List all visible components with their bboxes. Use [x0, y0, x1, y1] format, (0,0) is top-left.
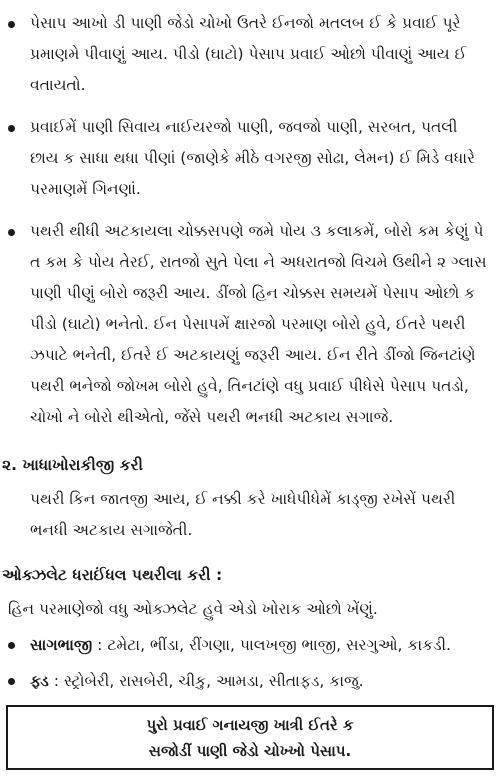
text-line: વતાયતો. — [30, 76, 86, 94]
vegetables-content — [30, 630, 451, 661]
bullet-text — [30, 216, 494, 433]
text-line: પાણી પીણું બોરો જરૂરી આય. ડીંજો હિન ચોક્કસ સમયમેં પેસાપ ઓછો ક — [30, 284, 476, 302]
text-line: પ્રમાણમે પીવાણું આય. પીડો (ઘાટો) પેસાપ પ્રવાઈ ઓછો પીવાણું આય ઈ — [30, 45, 467, 63]
oxalate-text: હિન પરમાણેજો વધુ ઓક્ઝલેટ હુવે એડો ખોરાક ઓછો ખેંણું. — [8, 600, 378, 618]
fruits-content — [30, 666, 364, 697]
callout-line: પુરો પ્રવાઈ ગનાયજી ખાત્રી ઈતરે ક — [146, 716, 354, 734]
text-line: ઝપાટે ભનેતી, ઈતરે ઈ અટકાયણું જરૂરી આય. ઈન રીતે ડીંજો જિનટાંણે — [30, 346, 476, 364]
fruits-label: ફ્ડ — [30, 672, 49, 690]
vegetables-list: : ટમેટા, ભીંડા, રીંગણા, પાલખજી ભાજી, સરગુઓ, કાકડી. — [92, 636, 451, 654]
text-line: છાય ક સાધા થધા પીણાં (જાણેકે મીઠે વગરજી સોઢા, લેમન) ઈ મિડે વધારે — [30, 149, 476, 167]
text-line: ભનધી અટકાય સગાજેતી. — [30, 521, 193, 539]
callout-line: સજોડીં પાણી જેડો ચોખ્ખો પેસાપ. — [148, 742, 352, 760]
text-line: ચોખો ને બોરો થીએતો, જેંસે પથરી ભનધી અટકાય સગાજે. — [30, 408, 394, 426]
bullet-dot-icon — [8, 125, 15, 132]
bullet-text — [30, 112, 494, 205]
bullet-dot-icon — [8, 21, 15, 28]
text-line: પરમાણમેં ગિનણાં. — [30, 180, 141, 198]
bullet-dot-icon — [8, 642, 15, 649]
vegetables-label: સાગભાજી — [30, 636, 93, 654]
text-line: પથરી ભનેજો જોખમ બોરો હુવે, તિનટાંણે વધુ પ્રવાઈ પીધેસે પેસાપ પતડો, — [30, 377, 469, 395]
section-text — [30, 484, 494, 546]
bullet-dot-icon — [8, 678, 15, 685]
text-line: ત કમ કે પોય તેરઈ, રાતજો સુતે પેલા ને અધરાતજો વિચમે ઉથીને ૨ ગ્લાસ — [30, 253, 487, 271]
oxalate-heading: ઓક્ઝલેટ ધરાઈંધલ પથરીલા કરી : — [2, 566, 223, 584]
bullet-text — [30, 8, 494, 101]
fruits-list: : સ્ટ્રોબેરી, રાસબેરી, ચીકુ, આમડા, સીતાફડ, કાજુ. — [48, 672, 364, 690]
section-heading: ૨. ખાધાખોરાકીજી કરી — [2, 456, 143, 474]
text-line: પથરી કિન જાતજી આય, ઈ નક્કી કરે ખાધેપીધેમેં કાડ્જી રખેસેં પથરી — [30, 490, 456, 508]
text-line: પ્રવાઈમેં પાણી સિવાય નાઈયરજો પાણી, જવજો પાણી, સરબત, પતલી — [30, 118, 458, 136]
text-line: પથરી થીધી અટકાયલા ચોક્કસપણે જમે પોય ૩ કલાકમેં, બોરો કમ કેણું પે — [30, 222, 484, 240]
bullet-dot-icon — [8, 229, 15, 236]
text-line: પીડો (ઘાટો) ભનેતો. ઈન પેસાપમેં ક્ષારજો પરમાણ બોરો હુવે, ઈતરે પથરી — [30, 315, 466, 333]
callout-box — [6, 705, 494, 770]
text-line: પેસાપ આખો ડી પાણી જેડો ચોખો ઉતરે ઈનજો મતલબ ઈ કે પ્રવાઈ પૂરે — [30, 14, 461, 32]
